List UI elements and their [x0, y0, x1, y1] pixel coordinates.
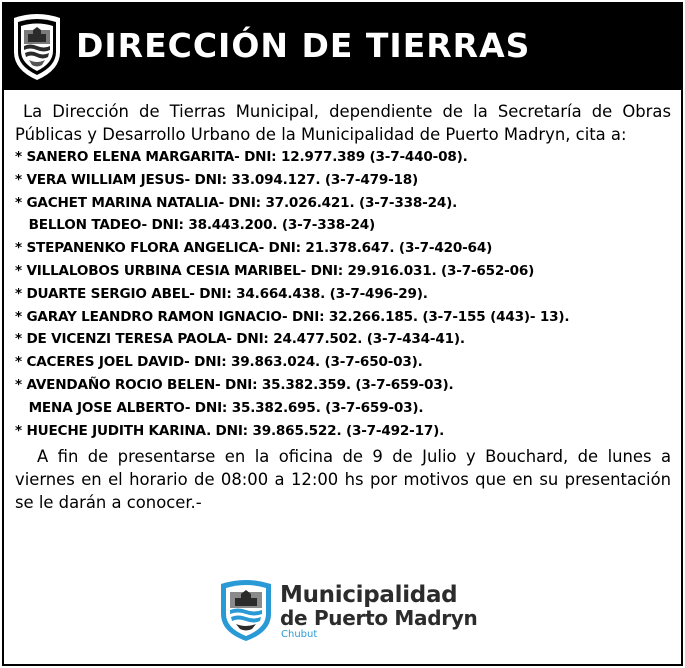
- logo-province: Chubut: [281, 629, 318, 640]
- list-item: * GARAY LEANDRO RAMON IGNACIO- DNI: 32.266.185. (3-7-155 (443)- 13).: [15, 308, 570, 325]
- header-banner: [4, 4, 681, 90]
- municipal-crest-icon: [10, 12, 64, 82]
- list-item: * HUECHE JUDITH KARINA. DNI: 39.865.522. (3-7-492-17).: [15, 422, 445, 439]
- people-list: [15, 146, 671, 442]
- list-item: * GACHET MARINA NATALIA- DNI: 37.026.421. (3-7-338-24).: [15, 194, 458, 211]
- list-item: * CACERES JOEL DAVID- DNI: 39.863.024. (3-7-650-03).: [15, 354, 423, 371]
- list-item: * VILLALOBOS URBINA CESIA MARIBEL- DNI: 29.916.031. (3-7-652-06): [15, 262, 535, 279]
- logo-name-line2: de Puerto Madryn: [280, 606, 478, 630]
- closing-paragraph: A fin de presentarse en la oficina de 9 de Julio y Bouchard, de lunes a viernes en el horario de 08:00 a 12:00 hs por motivos que en su presentación se le darán a conocer.-: [15, 447, 671, 513]
- municipality-logo: [218, 576, 478, 648]
- list-item: MENA JOSE ALBERTO- DNI: 35.382.695. (3-7-659-03).: [15, 399, 424, 416]
- logo-name-line1: Municipalidad: [280, 582, 458, 608]
- list-item: * DUARTE SERGIO ABEL- DNI: 34.664.438. (3-7-496-29).: [15, 285, 428, 302]
- intro-paragraph: La Dirección de Tierras Municipal, dependiente de la Secretaría de Obras Públicas y Desarrollo Urbano de la Municipalidad de Puerto Madryn, cita a:: [15, 102, 671, 144]
- list-item: * DE VICENZI TERESA PAOLA- DNI: 24.477.502. (3-7-434-41).: [15, 331, 465, 348]
- list-item: * SANERO ELENA MARGARITA- DNI: 12.977.389 (3-7-440-08).: [15, 149, 468, 165]
- notice-frame: [2, 2, 683, 666]
- list-item: * VERA WILLIAM JESUS- DNI: 33.094.127. (3-7-479-18): [15, 171, 419, 188]
- list-item: * AVENDAÑO ROCIO BELEN- DNI: 35.382.359. (3-7-659-03).: [15, 376, 454, 393]
- municipal-crest-icon: [218, 578, 274, 642]
- page-title: DIRECCIÓN DE TIERRAS: [76, 26, 531, 65]
- notice-body: [15, 100, 671, 514]
- list-item: BELLON TADEO- DNI: 38.443.200. (3-7-338-24): [15, 217, 375, 234]
- list-item: * STEPANENKO FLORA ANGELICA- DNI: 21.378.647. (3-7-420-64): [15, 240, 493, 257]
